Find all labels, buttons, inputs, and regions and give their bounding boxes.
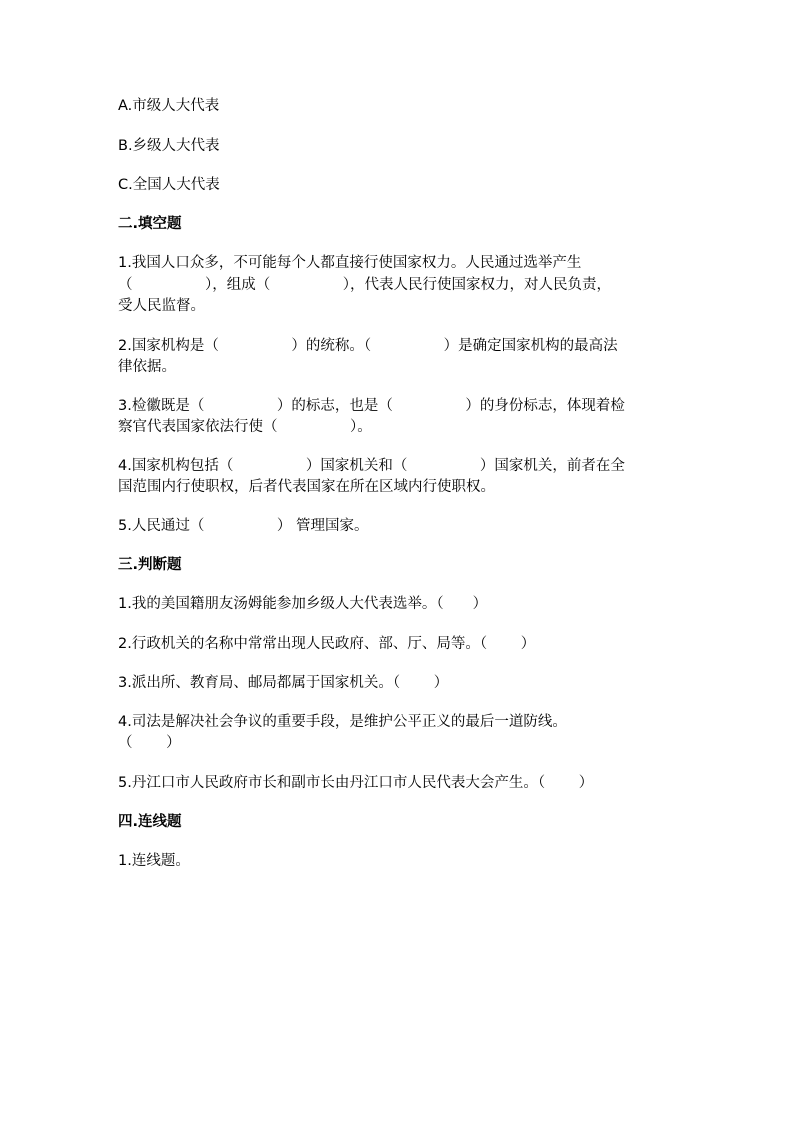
option-b: B.乡级人大代表	[118, 138, 220, 154]
fill-q4-line2: 国范围内行使职权，后者代表国家在所在区域内行使职权。	[118, 479, 495, 495]
fill-q3-line1: 3.检徽既是（ ）的标志，也是（ ）的身份标志，体现着检	[118, 398, 625, 414]
fill-q5: 5.人民通过（ ） 管理国家。	[118, 518, 369, 534]
fill-q2-line1: 2.国家机构是（ ）的统称。（ ）是确定国家机构的最高法	[118, 338, 618, 354]
fill-q2-line2: 律依据。	[118, 359, 176, 375]
judge-q5: 5.丹江口市人民政府市长和副市长由丹江口市人民代表大会产生。（ ）	[118, 775, 594, 791]
judge-q1: 1.我的美国籍朋友汤姆能参加乡级人大代表选举。（ ）	[118, 596, 488, 612]
judge-q4-line1: 4.司法是解决社会争议的重要手段，是维护公平正义的最后一道防线。	[118, 714, 567, 730]
fill-q3-line2: 察官代表国家依法行使（ ）。	[118, 419, 372, 435]
judge-q4-line2: （ ）	[118, 735, 181, 751]
fill-q1-line3: 受人民监督。	[118, 298, 205, 314]
section-heading-fill: 二.填空题	[118, 216, 182, 232]
judge-q3: 3.派出所、教育局、邮局都属于国家机关。（ ）	[118, 675, 449, 691]
fill-q1-line2: （ ），组成（ ），代表人民行使国家权力，对人民负责，	[118, 277, 611, 293]
judge-q2: 2.行政机关的名称中常常出现人民政府、部、厅、局等。（ ）	[118, 636, 536, 652]
option-a: A.市级人大代表	[118, 98, 220, 114]
match-q1: 1.连线题。	[118, 853, 190, 869]
section-heading-judge: 三.判断题	[118, 557, 182, 573]
option-c: C.全国人大代表	[118, 177, 220, 193]
fill-q4-line1: 4.国家机构包括（ ）国家机关和（ ）国家机关，前者在全	[118, 458, 625, 474]
section-heading-match: 四.连线题	[118, 814, 182, 830]
fill-q1-line1: 1.我国人口众多，不可能每个人都直接行使国家权力。人民通过选举产生	[118, 255, 582, 271]
